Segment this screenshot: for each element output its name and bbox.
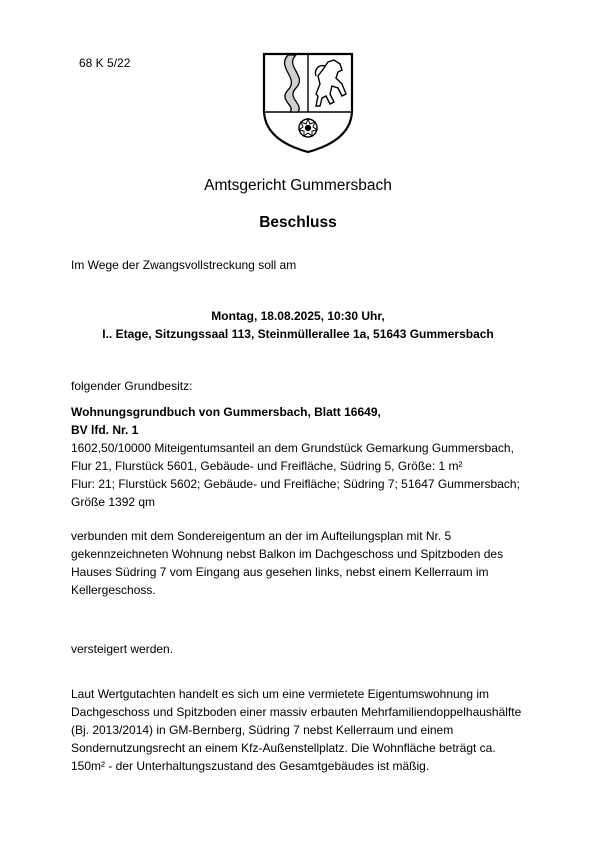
paragraph-line: verbunden mit dem Sondereigentum an der im Aufteilungsplan mit Nr. 5 [71,529,452,543]
property-line: Flur: 21; Flurstück 5602; Gebäude- und Freifläche; Südring 7; 51647 Gummersbach; [71,477,520,491]
file-number: 68 K 5/22 [79,56,131,70]
paragraph-line: (Bj. 2013/2014) in GM-Bernberg, Südring 7 nebst Kellerraum und einem [71,723,454,737]
property-item-number: BV lfd. Nr. 1 [71,423,139,437]
auction-statement: versteigert werden. [71,642,174,656]
appointment-location: I.. Etage, Sitzungssaal 113, Steinmüllerallee 1a, 51643 Gummersbach [102,327,494,341]
paragraph-line: Kellergeschoss. [71,583,156,597]
paragraph-line: Dachgeschoss und Spitzboden einer massiv erbauten Mehrfamiliendoppelhaushälfte [71,705,522,719]
coat-of-arms-nrw-logo [258,50,358,155]
paragraph-line: 150m² - der Unterhaltungszustand des Gesamtgebäudes ist mäßig. [71,759,430,773]
appraisal-paragraph [71,685,521,775]
property-block [71,403,520,511]
property-line: Größe 1392 qm [71,495,156,509]
intro-text: Im Wege der Zwangsvollstreckung soll am [71,258,297,272]
property-line: 1602,50/10000 Miteigentumsanteil an dem Grundstück Gemarkung Gummersbach, [71,441,514,455]
appointment-date-time: Montag, 18.08.2025, 10:30 Uhr, [211,309,385,323]
document-type-heading: Beschluss [259,214,337,231]
paragraph-line: gekennzeichneten Wohnung nebst Balkon im Dachgeschoss und Spitzboden des [71,547,504,561]
property-intro: folgender Grundbesitz: [71,379,193,393]
paragraph-line: Laut Wertgutachten handelt es sich um eine vermietete Eigentumswohnung im [71,687,490,701]
paragraph-line: Sondernutzungsrecht an einem Kfz-Außenstellplatz. Die Wohnfläche beträgt ca. [71,741,496,755]
special-property-paragraph [71,527,503,599]
paragraph-line: Hauses Südring 7 vom Eingang aus gesehen links, nebst einem Kellerraum im [71,565,489,579]
property-line: Flur 21, Flurstück 5601, Gebäude- und Freifläche, Südring 5, Größe: 1 m² [71,459,463,473]
property-register-title: Wohnungsgrundbuch von Gummersbach, Blatt 16649, [71,405,381,419]
court-name: Amtsgericht Gummersbach [204,177,392,194]
